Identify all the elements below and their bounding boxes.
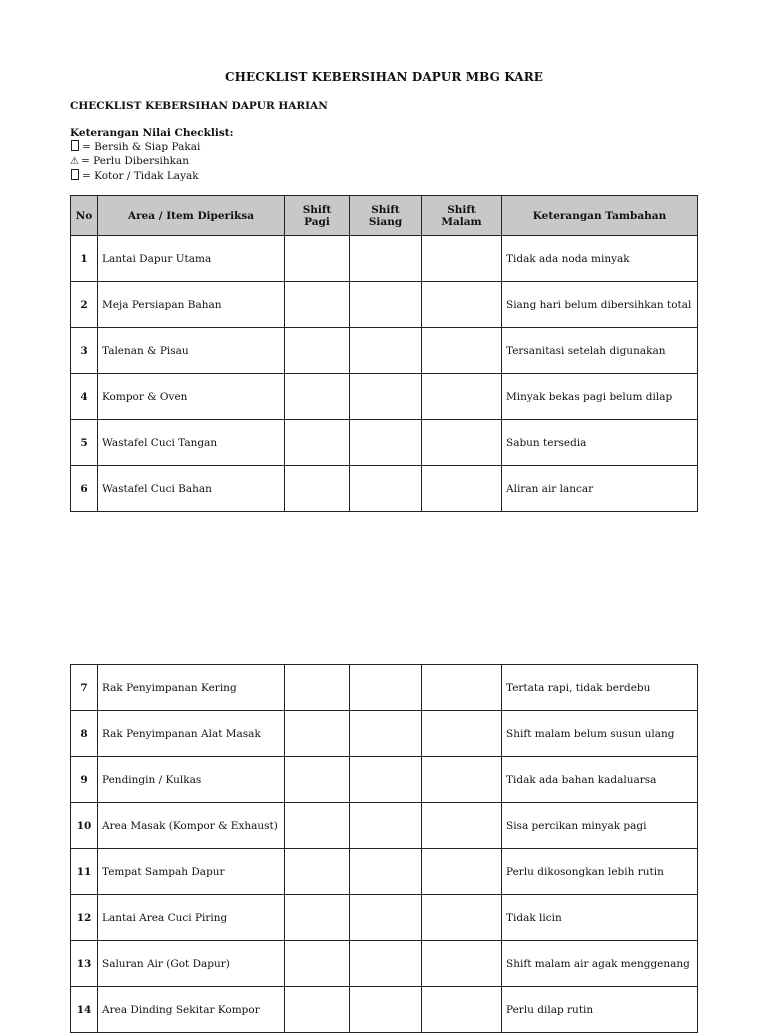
cell-shift-pagi[interactable] xyxy=(285,374,350,420)
row-keterangan: Tidak ada bahan kadaluarsa xyxy=(502,757,698,803)
cell-shift-siang[interactable] xyxy=(350,711,422,757)
table-header-row xyxy=(71,196,698,236)
row-number: 8 xyxy=(71,711,98,757)
checklist-legend xyxy=(70,126,234,183)
cell-shift-pagi[interactable] xyxy=(285,665,350,711)
cell-shift-siang[interactable] xyxy=(350,420,422,466)
table-row xyxy=(71,757,698,803)
cell-shift-malam[interactable] xyxy=(422,665,502,711)
row-area: Wastafel Cuci Tangan xyxy=(98,420,285,466)
cell-shift-malam[interactable] xyxy=(422,328,502,374)
cell-shift-siang[interactable] xyxy=(350,849,422,895)
cell-shift-pagi[interactable] xyxy=(285,941,350,987)
header-keterangan: Keterangan Tambahan xyxy=(502,196,698,236)
row-keterangan: Tidak ada noda minyak xyxy=(502,236,698,282)
cell-shift-siang[interactable] xyxy=(350,895,422,941)
legend-item-text: = Kotor / Tidak Layak xyxy=(82,170,199,182)
row-area: Lantai Area Cuci Piring xyxy=(98,895,285,941)
cell-shift-siang[interactable] xyxy=(350,803,422,849)
table-row xyxy=(71,374,698,420)
row-number: 12 xyxy=(71,895,98,941)
row-area: Wastafel Cuci Bahan xyxy=(98,466,285,512)
cell-shift-malam[interactable] xyxy=(422,895,502,941)
cell-shift-siang[interactable] xyxy=(350,374,422,420)
row-area: Saluran Air (Got Dapur) xyxy=(98,941,285,987)
row-number: 2 xyxy=(71,282,98,328)
row-number: 5 xyxy=(71,420,98,466)
row-number: 7 xyxy=(71,665,98,711)
cell-shift-malam[interactable] xyxy=(422,236,502,282)
cell-shift-malam[interactable] xyxy=(422,282,502,328)
header-no: No xyxy=(71,196,98,236)
row-keterangan: Shift malam belum susun ulang xyxy=(502,711,698,757)
legend-heading: Keterangan Nilai Checklist: xyxy=(70,127,234,139)
row-area: Tempat Sampah Dapur xyxy=(98,849,285,895)
row-number: 3 xyxy=(71,328,98,374)
checklist-table-page-1 xyxy=(70,195,698,512)
cell-shift-siang[interactable] xyxy=(350,328,422,374)
table-row xyxy=(71,466,698,512)
table-row xyxy=(71,987,698,1033)
cell-shift-malam[interactable] xyxy=(422,466,502,512)
table-row xyxy=(71,236,698,282)
row-keterangan: Perlu dilap rutin xyxy=(502,987,698,1033)
row-keterangan: Aliran air lancar xyxy=(502,466,698,512)
empty-box-icon xyxy=(71,140,79,151)
row-area: Area Masak (Kompor & Exhaust) xyxy=(98,803,285,849)
cell-shift-pagi[interactable] xyxy=(285,987,350,1033)
cell-shift-siang[interactable] xyxy=(350,282,422,328)
header-shift-siang: Shift Siang xyxy=(350,196,422,236)
document-title: CHECKLIST KEBERSIHAN DAPUR MBG KARE xyxy=(224,70,544,84)
row-keterangan: Sisa percikan minyak pagi xyxy=(502,803,698,849)
row-area: Kompor & Oven xyxy=(98,374,285,420)
row-keterangan: Shift malam air agak menggenang xyxy=(502,941,698,987)
row-keterangan: Sabun tersedia xyxy=(502,420,698,466)
legend-item-clean xyxy=(70,140,234,154)
row-number: 10 xyxy=(71,803,98,849)
cell-shift-pagi[interactable] xyxy=(285,757,350,803)
cell-shift-pagi[interactable] xyxy=(285,236,350,282)
row-keterangan: Minyak bekas pagi belum dilap xyxy=(502,374,698,420)
cell-shift-malam[interactable] xyxy=(422,987,502,1033)
row-keterangan: Tertata rapi, tidak berdebu xyxy=(502,665,698,711)
row-number: 6 xyxy=(71,466,98,512)
checklist-table-page-2 xyxy=(70,664,698,1033)
cell-shift-malam[interactable] xyxy=(422,420,502,466)
cell-shift-siang[interactable] xyxy=(350,757,422,803)
legend-item-text: = Perlu Dibersihkan xyxy=(80,155,190,167)
row-area: Rak Penyimpanan Alat Masak xyxy=(98,711,285,757)
table-row xyxy=(71,711,698,757)
row-number: 11 xyxy=(71,849,98,895)
row-area: Lantai Dapur Utama xyxy=(98,236,285,282)
row-keterangan: Siang hari belum dibersihkan total xyxy=(502,282,698,328)
legend-item-text: = Bersih & Siap Pakai xyxy=(82,141,201,153)
cell-shift-siang[interactable] xyxy=(350,236,422,282)
cell-shift-malam[interactable] xyxy=(422,757,502,803)
cell-shift-siang[interactable] xyxy=(350,987,422,1033)
cell-shift-pagi[interactable] xyxy=(285,420,350,466)
table-row xyxy=(71,420,698,466)
cell-shift-pagi[interactable] xyxy=(285,282,350,328)
cell-shift-malam[interactable] xyxy=(422,374,502,420)
cell-shift-siang[interactable] xyxy=(350,941,422,987)
cell-shift-pagi[interactable] xyxy=(285,466,350,512)
table-row xyxy=(71,941,698,987)
cell-shift-pagi[interactable] xyxy=(285,849,350,895)
legend-item-needs-cleaning xyxy=(70,154,234,169)
cell-shift-malam[interactable] xyxy=(422,941,502,987)
header-area: Area / Item Diperiksa xyxy=(98,196,285,236)
header-shift-pagi: Shift Pagi xyxy=(285,196,350,236)
header-shift-malam: Shift Malam xyxy=(422,196,502,236)
row-number: 13 xyxy=(71,941,98,987)
row-area: Talenan & Pisau xyxy=(98,328,285,374)
row-number: 9 xyxy=(71,757,98,803)
legend-item-dirty xyxy=(70,169,234,183)
cell-shift-malam[interactable] xyxy=(422,711,502,757)
table-row xyxy=(71,328,698,374)
row-number: 1 xyxy=(71,236,98,282)
cell-shift-pagi[interactable] xyxy=(285,328,350,374)
table-row xyxy=(71,803,698,849)
empty-box-icon xyxy=(71,169,79,180)
document-subtitle: CHECKLIST KEBERSIHAN DAPUR HARIAN xyxy=(70,100,328,112)
warning-icon: ⚠ xyxy=(70,156,79,167)
table-row xyxy=(71,282,698,328)
cell-shift-pagi[interactable] xyxy=(285,711,350,757)
table-row xyxy=(71,849,698,895)
cell-shift-pagi[interactable] xyxy=(285,803,350,849)
table-row xyxy=(71,895,698,941)
cell-shift-siang[interactable] xyxy=(350,665,422,711)
row-keterangan: Tidak licin xyxy=(502,895,698,941)
cell-shift-pagi[interactable] xyxy=(285,895,350,941)
row-area: Area Dinding Sekitar Kompor xyxy=(98,987,285,1033)
cell-shift-malam[interactable] xyxy=(422,803,502,849)
row-keterangan: Tersanitasi setelah digunakan xyxy=(502,328,698,374)
row-area: Pendingin / Kulkas xyxy=(98,757,285,803)
cell-shift-siang[interactable] xyxy=(350,466,422,512)
table-row xyxy=(71,665,698,711)
row-number: 4 xyxy=(71,374,98,420)
row-keterangan: Perlu dikosongkan lebih rutin xyxy=(502,849,698,895)
row-area: Meja Persiapan Bahan xyxy=(98,282,285,328)
row-number: 14 xyxy=(71,987,98,1033)
cell-shift-malam[interactable] xyxy=(422,849,502,895)
row-area: Rak Penyimpanan Kering xyxy=(98,665,285,711)
